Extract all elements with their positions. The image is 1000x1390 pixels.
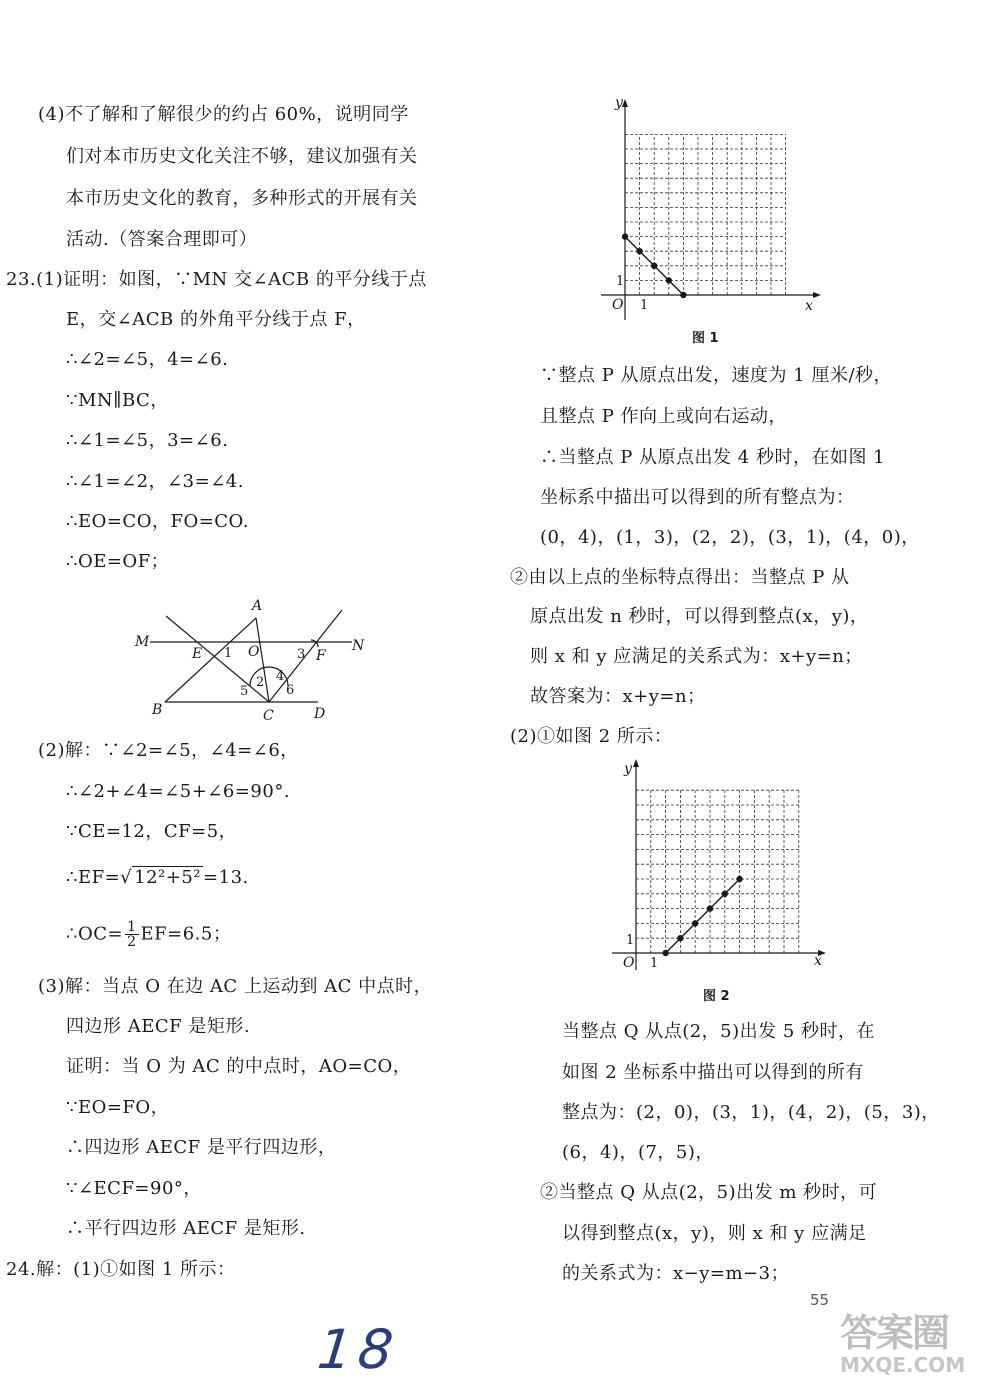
text-line: ∴EO=CO，FO=CO. — [66, 511, 249, 532]
fraction-denominator: 2 — [127, 934, 137, 950]
text-line: ∴当整点 P 从原点出发 4 秒时，在如图 1 — [540, 447, 886, 468]
problem-23-heading: 23.(1)证明：如图，∵MN 交∠ACB 的平分线于点 — [6, 269, 427, 290]
label-o: O — [248, 644, 260, 660]
text-line: 以得到整点(x，y)，则 x 和 y 应满足 — [562, 1223, 867, 1244]
text-line: ②当整点 Q 从点(2，5)出发 m 秒时，可 — [540, 1182, 878, 1203]
axis-label-y: y — [615, 95, 623, 111]
text-line: (3)解：当点 O 在边 AC 上运动到 AC 中点时， — [38, 976, 433, 997]
lattice-point — [680, 292, 686, 298]
text-line: 证明：当 O 为 AC 的中点时，AO=CO， — [66, 1056, 412, 1077]
angle-label: 2 — [256, 675, 265, 690]
origin-label: O — [612, 297, 624, 313]
text-line: ∴四边形 AECF 是平行四边形， — [66, 1137, 337, 1158]
figure-2-caption: 图 2 — [703, 989, 730, 1004]
text-line: =13. — [203, 867, 249, 888]
text-line: 当整点 Q 从点(2，5)出发 5 秒时，在 — [562, 1021, 876, 1042]
text-line-fraction — [66, 920, 231, 949]
text-line: ∴∠1=∠5，3=∠6. — [66, 430, 229, 451]
tick-label-x: 1 — [650, 956, 659, 971]
angle-label: 4 — [276, 669, 285, 684]
label-b: B — [152, 702, 163, 718]
lattice-point — [707, 905, 713, 911]
watermark — [840, 1302, 990, 1382]
axis-label-y: y — [624, 761, 632, 777]
lattice-point — [736, 876, 742, 882]
lattice-point — [662, 950, 668, 956]
label-n: N — [352, 638, 365, 654]
text-line: ②由以上点的坐标特点得出：当整点 P 从 — [510, 567, 850, 588]
text-line: EF=6.5； — [140, 923, 232, 945]
text-line-sqrt — [66, 866, 249, 890]
lattice-point — [677, 935, 683, 941]
text-line: ∴∠2=∠5，4=∠6. — [66, 349, 229, 370]
text-line: 原点出发 n 秒时，可以得到整点(x，y)， — [530, 606, 869, 627]
handwritten-note: 18 — [314, 1318, 403, 1381]
text-line: 坐标系中描出可以得到的所有整点为： — [540, 487, 855, 508]
tick-label-x: 1 — [640, 298, 649, 313]
text-line: ∵∠ECF=90°， — [66, 1178, 202, 1199]
sqrt-symbol: √ — [120, 867, 133, 888]
label-m: M — [135, 634, 150, 650]
tick-label-y: 1 — [616, 274, 625, 289]
text-line: ∴∠1=∠2，∠3=∠4. — [66, 471, 244, 492]
text-line: 故答案为：x+y=n； — [530, 686, 706, 707]
fraction-numerator: 1 — [127, 919, 137, 935]
label-d: D — [314, 706, 326, 722]
label-f: F — [316, 648, 326, 664]
lattice-point — [636, 248, 642, 254]
text-line: ∴OE=OF； — [66, 551, 170, 572]
problem-24-heading: 24.解：(1)①如图 1 所示： — [6, 1259, 236, 1280]
origin-label: O — [623, 955, 635, 971]
watermark-url: MXQE.COM — [840, 1353, 966, 1377]
text-line: 且整点 P 作向上或向右运动， — [540, 406, 788, 427]
text-line: 则 x 和 y 应满足的关系式为：x+y=n； — [530, 646, 863, 667]
text-line: ∵EO=FO， — [66, 1097, 170, 1118]
figure-2-line — [666, 879, 740, 953]
text-line: 们对本市历史文化关注不够，建议加强有关 — [66, 146, 418, 167]
x-axis-arrow-icon — [813, 292, 821, 298]
fraction — [125, 920, 138, 949]
angle-label: 1 — [224, 646, 233, 661]
sqrt-radicand: 12²+5² — [134, 867, 202, 888]
figure-1-caption: 图 1 — [692, 331, 719, 346]
figure-2-coordinate-grid — [600, 755, 830, 975]
watermark-logo: 答案圈 — [840, 1311, 949, 1355]
lattice-point — [651, 263, 657, 269]
text-line: ∵MN∥BC， — [66, 390, 169, 411]
lattice-point — [692, 920, 698, 926]
text-line: ∴∠2+∠4=∠5+∠6=90°. — [66, 781, 291, 802]
axis-label-x: x — [814, 953, 822, 969]
text-line: (2)①如图 2 所示： — [510, 726, 673, 747]
page-number: 55 — [810, 1291, 830, 1309]
text-line: ∴EF= — [66, 867, 121, 888]
lattice-point — [722, 891, 728, 897]
text-line: (2)解：∵∠2=∠5，∠4=∠6， — [38, 740, 299, 761]
text-line: 整点为：(2，0)，(3，1)，(4，2)，(5，3)， — [562, 1102, 940, 1123]
text-line: 四边形 AECF 是矩形. — [66, 1016, 251, 1037]
figure-1-coordinate-grid — [595, 95, 825, 325]
segment-cf-extended — [269, 610, 342, 702]
text-line: (6，4)，(7，5)， — [562, 1142, 714, 1163]
geometry-figure — [130, 590, 370, 725]
y-axis-arrow-icon — [633, 759, 639, 767]
text-line: (4)不了解和了解很少的约占 60%，说明同学 — [38, 104, 409, 125]
text-line: ∵整点 P 从原点出发，速度为 1 厘米/秒， — [540, 365, 893, 386]
label-c: C — [263, 708, 274, 724]
text-line: ∴OC= — [66, 923, 124, 945]
text-line: E，交∠ACB 的外角平分线于点 F， — [66, 309, 366, 330]
angle-label: 5 — [240, 684, 249, 699]
tick-label-y: 1 — [626, 933, 635, 948]
text-line: 活动.（答案合理即可） — [66, 229, 258, 250]
angle-label: 6 — [286, 683, 295, 698]
text-line: (0，4)，(1，3)，(2，2)，(3，1)，(4，0)， — [540, 527, 920, 548]
axis-label-x: x — [805, 298, 813, 314]
text-line: ∵CE=12，CF=5， — [66, 821, 238, 842]
text-line: ∴平行四边形 AECF 是矩形. — [66, 1218, 306, 1239]
angle-label: 3 — [297, 647, 306, 662]
text-line: 本市历史文化的教育，多种形式的开展有关 — [66, 188, 418, 209]
text-line: 如图 2 坐标系中描出可以得到的所有 — [562, 1062, 864, 1083]
label-e: E — [192, 646, 203, 662]
lattice-point — [666, 277, 672, 283]
label-a: A — [252, 598, 263, 614]
text-line: 的关系式为：x−y=m−3； — [562, 1263, 790, 1284]
lattice-point — [622, 233, 628, 239]
